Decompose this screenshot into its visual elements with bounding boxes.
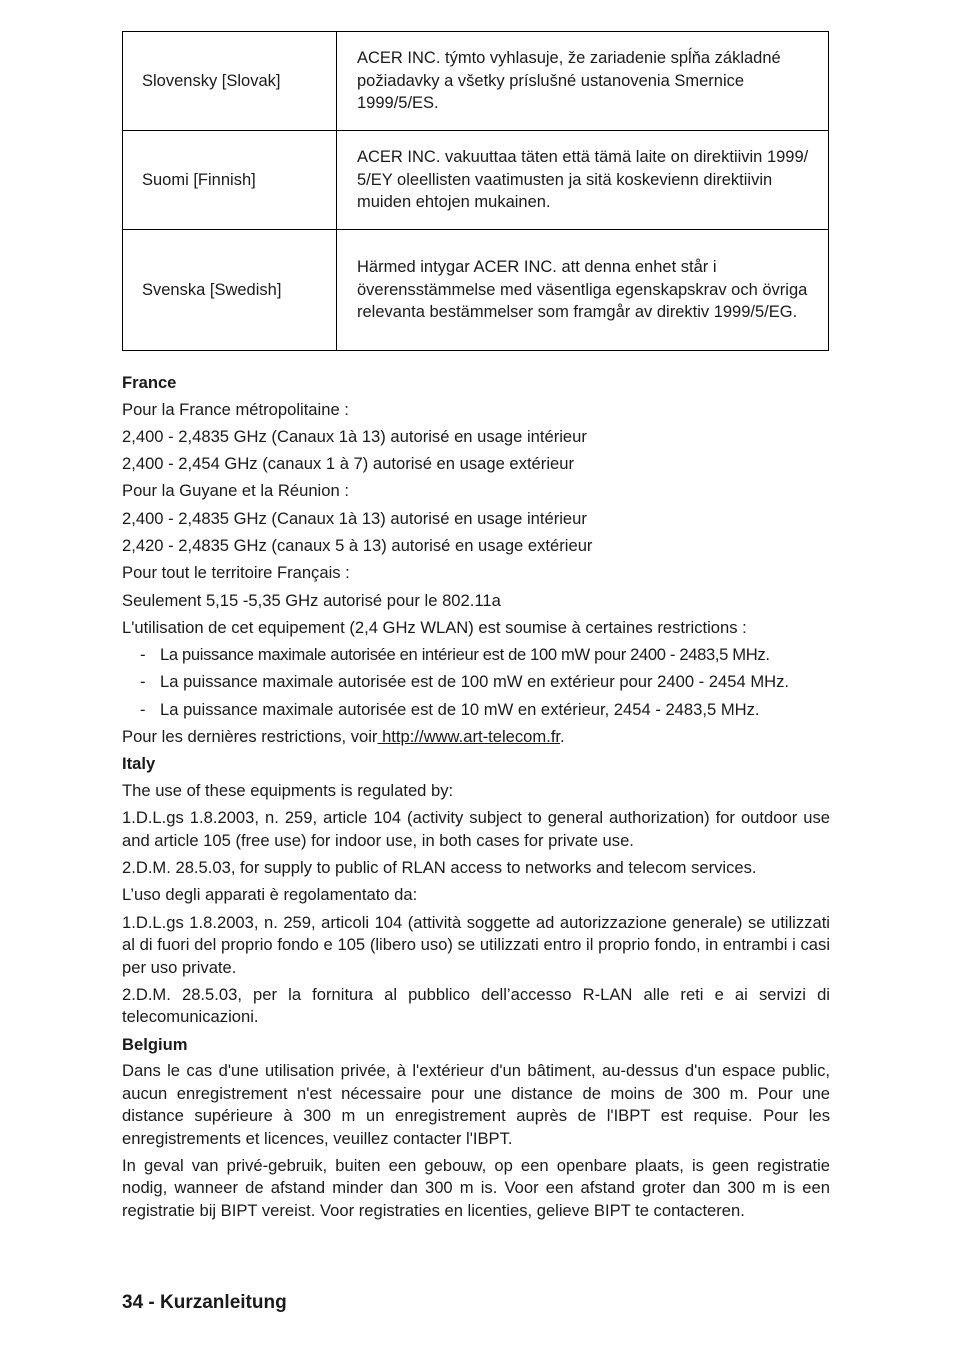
paragraph: 1.D.L.gs 1.8.2003, n. 259, articoli 104 (attività soggette ad autorizzazione generale) se utilizzati al di fuori del proprio fondo e 105 (libero uso) se utilizzati entro il proprio fondo, in entrambi i casi per uso private. <box>122 912 830 977</box>
paragraph: L’uso degli apparati è regolamentato da: <box>122 885 418 905</box>
belgium-section <box>122 1034 830 1223</box>
text-line: 2,400 - 2,454 GHz (canaux 1 à 7) autorisé en usage extérieur <box>122 454 574 474</box>
restriction-list <box>122 644 830 721</box>
list-item-text: La puissance maximale autorisée en intérieur est de 100 mW pour 2400 - 2483,5 MHz. <box>160 645 770 665</box>
page-footer: 34 - Kurzanleitung <box>122 1292 287 1313</box>
text-line: 2,420 - 2,4835 GHz (canaux 5 à 13) autorisé en usage extérieur <box>122 535 593 555</box>
table-row <box>123 230 829 351</box>
paragraph: Dans le cas d'une utilisation privée, à l'extérieur d'un bâtiment, au-dessus d'un espace public, aucun enregistrement n'est nécessaire pour une distance de moins de 300 m. Pour une distance supérieure à 300 m un enregistrement auprès de l'IBPT est requise. Pour les enregistrements et licences, veuillez contacter l'IBPT. <box>122 1061 830 1148</box>
table-row <box>123 32 829 131</box>
declaration-cell: ACER INC. vakuuttaa täten että tämä laite on direktiivin 1999/ 5/EY oleellisten vaatimusten ja sitä koskevienn direktiivin muiden ehtojen mukainen. <box>337 131 829 230</box>
bullet-dash: - <box>140 645 146 665</box>
paragraph: 2.D.M. 28.5.03, per la fornitura al pubblico dell’accesso R-LAN alle reti e ai servizi di telecomunicazioni. <box>122 984 830 1027</box>
language-cell: Suomi [Finnish] <box>123 131 337 230</box>
france-section <box>122 372 830 749</box>
bullet-dash: - <box>140 672 146 692</box>
paragraph: 2.D.M. 28.5.03, for supply to public of RLAN access to networks and telecom services. <box>122 857 757 877</box>
declaration-cell: ACER INC. týmto vyhlasuje, že zariadenie spĺňa základné požiadavky a všetky príslušné ustanovenia Smernice 1999/5/ES. <box>337 32 829 131</box>
text-line: 2,400 - 2,4835 GHz (Canaux 1à 13) autorisé en usage intérieur <box>122 426 587 446</box>
text-line: L'utilisation de cet equipement (2,4 GHz WLAN) est soumise à certaines restrictions : <box>122 617 747 637</box>
list-item-text: La puissance maximale autorisée est de 10 mW en extérieur, 2454 - 2483,5 MHz. <box>160 699 760 719</box>
list-item <box>122 671 830 694</box>
bullet-dash: - <box>140 699 146 719</box>
restrictions-link-line <box>122 726 830 749</box>
paragraph: The use of these equipments is regulated by: <box>122 780 454 800</box>
section-heading-france: France <box>122 373 177 392</box>
declaration-table <box>122 31 829 351</box>
text-line: Pour tout le territoire Français : <box>122 563 350 583</box>
list-item-text: La puissance maximale autorisée est de 100 mW en extérieur pour 2400 - 2454 MHz. <box>160 672 790 692</box>
text-line: 2,400 - 2,4835 GHz (Canaux 1à 13) autorisé en usage intérieur <box>122 508 587 528</box>
text-line: Pour la France métropolitaine : <box>122 399 349 419</box>
paragraph: In geval van privé-gebruik, buiten een gebouw, op een openbare plaats, is geen registratie nodig, wanneer de afstand minder dan 300 m is. Voor een afstand groter dan 300 m is een registratie bij BIPT vereist. Voor registraties en licenties, gelieve BIPT te contacteren. <box>122 1155 830 1220</box>
table-row <box>123 131 829 230</box>
list-item <box>122 699 830 722</box>
document-body <box>122 372 830 1227</box>
paragraph: 1.D.L.gs 1.8.2003, n. 259, article 104 (activity subject to general authorization) for outdoor use and article 105 (free use) for indoor use, in both cases for private use. <box>122 808 830 850</box>
text-line: Seulement 5,15 -5,35 GHz autorisé pour le 802.11a <box>122 590 501 610</box>
declaration-cell: Härmed intygar ACER INC. att denna enhet står i överensstämmelse med väsentliga egenskapskrav och övriga relevanta bestämmelser som framgår av direktiv 1999/5/EG. <box>337 230 829 351</box>
art-telecom-link[interactable]: http://www.art-telecom.fr <box>377 727 561 747</box>
link-suffix: . <box>560 727 565 747</box>
language-cell: Svenska [Swedish] <box>123 230 337 351</box>
link-prefix: Pour les dernières restrictions, voir <box>122 727 378 747</box>
section-heading-italy: Italy <box>122 754 156 774</box>
language-cell: Slovensky [Slovak] <box>123 32 337 131</box>
list-item <box>122 644 830 667</box>
section-heading-belgium: Belgium <box>122 1034 188 1054</box>
italy-section <box>122 753 830 1028</box>
text-line: Pour la Guyane et la Réunion : <box>122 481 349 501</box>
